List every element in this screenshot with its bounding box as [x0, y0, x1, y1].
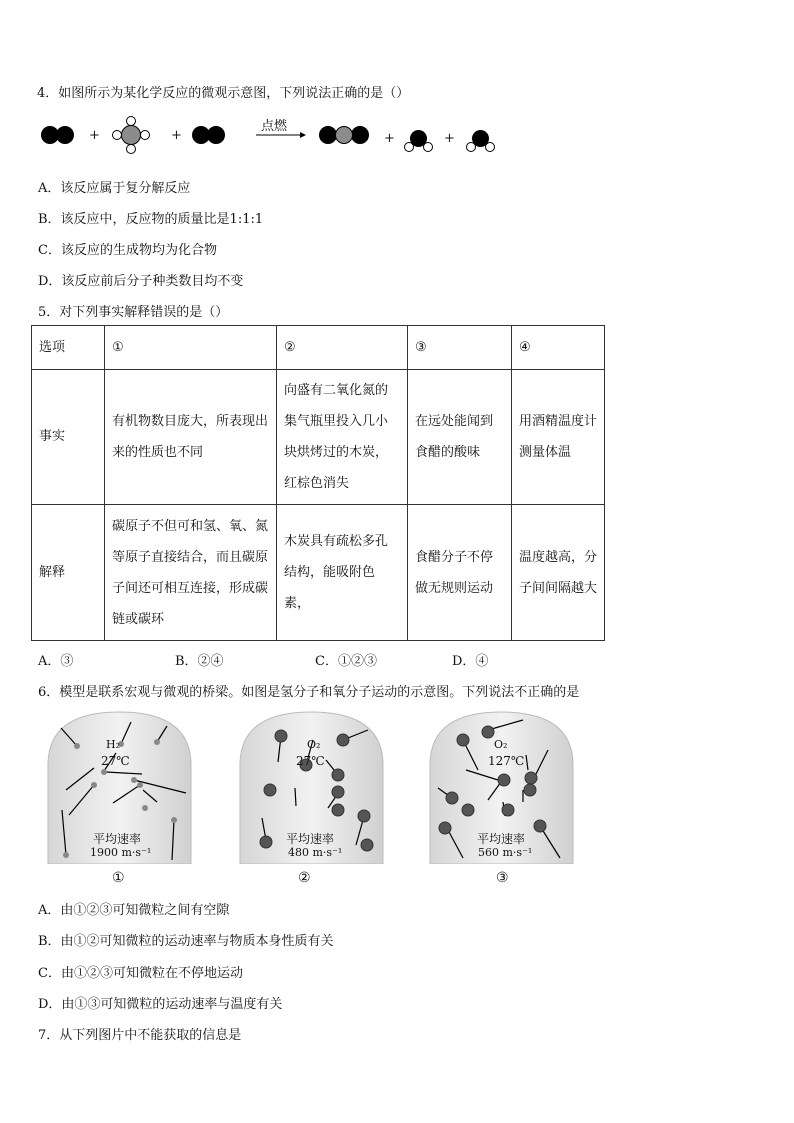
jar-diagram-3 — [428, 710, 575, 864]
table-header-cell: ④ — [512, 326, 605, 370]
q6-option-b: B．由①②可知微粒的运动速率与物质本身性质有关 — [38, 934, 334, 949]
jar-label-3: ③ — [496, 870, 509, 886]
table-row-fact — [32, 370, 605, 505]
jar-gas: O₂ — [307, 738, 321, 751]
q5-stem: 5．对下列事实解释错误的是（） — [38, 305, 229, 320]
plus-sign: + — [384, 131, 395, 146]
table-cell: 食醋分子不停做无规则运动 — [415, 549, 494, 596]
q5-option-c: C．①②③ — [315, 654, 377, 669]
q4-option-c: C．该反应的生成物均为化合物 — [38, 243, 217, 258]
q5-option-a: A．③ — [38, 654, 74, 669]
jar-speed: 560 m·s⁻¹ — [478, 846, 533, 859]
q5-table — [31, 325, 605, 641]
plus-sign: + — [171, 128, 182, 143]
table-cell: 木炭具有疏松多孔结构，能吸附色素， — [284, 534, 389, 611]
jar-gas: O₂ — [494, 738, 508, 751]
q4-option-d: D．该反应前后分子种类数目均不变 — [38, 274, 244, 289]
molecule-icon — [466, 128, 496, 154]
jar-speed-label: 平均速率 — [286, 832, 335, 846]
table-cell: 用酒精温度计测量体温 — [519, 414, 598, 460]
jar-label-2: ② — [298, 870, 311, 886]
molecule-icon — [112, 116, 150, 154]
q4-option-b: B．该反应中，反应物的质量比是1:1:1 — [38, 212, 264, 227]
jar-temperature: 27℃ — [296, 754, 325, 768]
q6-option-d: D．由①③可知微粒的运动速率与温度有关 — [38, 997, 283, 1012]
jar-speed-label: 平均速率 — [93, 832, 142, 846]
q6-option-c: C．由①②③可知微粒在不停地运动 — [38, 966, 243, 981]
table-row-explain — [32, 505, 605, 641]
jar-gas: H₂ — [106, 738, 121, 751]
table-cell: 有机物数目庞大，所表现出来的性质也不同 — [112, 414, 269, 460]
jar-label-1: ① — [112, 870, 125, 886]
q4-option-a: A．该反应属于复分解反应 — [38, 181, 191, 196]
table-row-label: 事实 — [32, 370, 105, 505]
table-header-row — [32, 326, 605, 370]
table-row-label: 解释 — [32, 505, 105, 641]
q4-stem: 4．如图所示为某化学反应的微观示意图，下列说法正确的是（） — [37, 86, 410, 101]
reaction-arrow-icon — [256, 130, 306, 140]
jar-speed-label: 平均速率 — [477, 832, 526, 846]
reaction-condition: 点燃 — [261, 119, 288, 134]
q5-option-d: D．④ — [452, 654, 489, 669]
table-cell: 向盛有二氧化氮的集气瓶里投入几小块烘烤过的木炭，红棕色消失 — [284, 383, 389, 491]
q7-stem: 7．从下列图片中不能获取的信息是 — [38, 1028, 242, 1043]
jar-temperature: 127℃ — [488, 754, 525, 768]
table-cell: 在远处能闻到食醋的酸味 — [415, 414, 494, 460]
table-header-cell: ② — [277, 326, 408, 370]
q6-stem: 6．模型是联系宏观与微观的桥梁。如图是氢分子和氧分子运动的示意图。下列说法不正确的是 — [38, 685, 580, 700]
jar-speed: 1900 m·s⁻¹ — [90, 846, 152, 859]
q6-option-a: A．由①②③可知微粒之间有空隙 — [38, 903, 230, 918]
jar-temperature: 27℃ — [101, 754, 130, 768]
q4-reaction-diagram — [0, 110, 794, 160]
plus-sign: + — [444, 131, 455, 146]
table-cell: 温度越高，分子间间隔越大 — [519, 549, 598, 596]
table-cell: 碳原子不但可和氢、氧、氮等原子直接结合，而且碳原子间还可相互连接，形成碳链或碳环 — [112, 518, 269, 627]
table-header-cell: 选项 — [32, 326, 105, 370]
jar-diagram-1 — [46, 710, 193, 864]
jar-diagram-2 — [238, 710, 385, 864]
jar-speed: 480 m·s⁻¹ — [288, 846, 343, 859]
q5-option-b: B．②④ — [175, 654, 224, 669]
table-header-cell: ① — [105, 326, 277, 370]
molecule-icon — [404, 128, 434, 154]
table-header-cell: ③ — [408, 326, 512, 370]
plus-sign: + — [89, 128, 100, 143]
